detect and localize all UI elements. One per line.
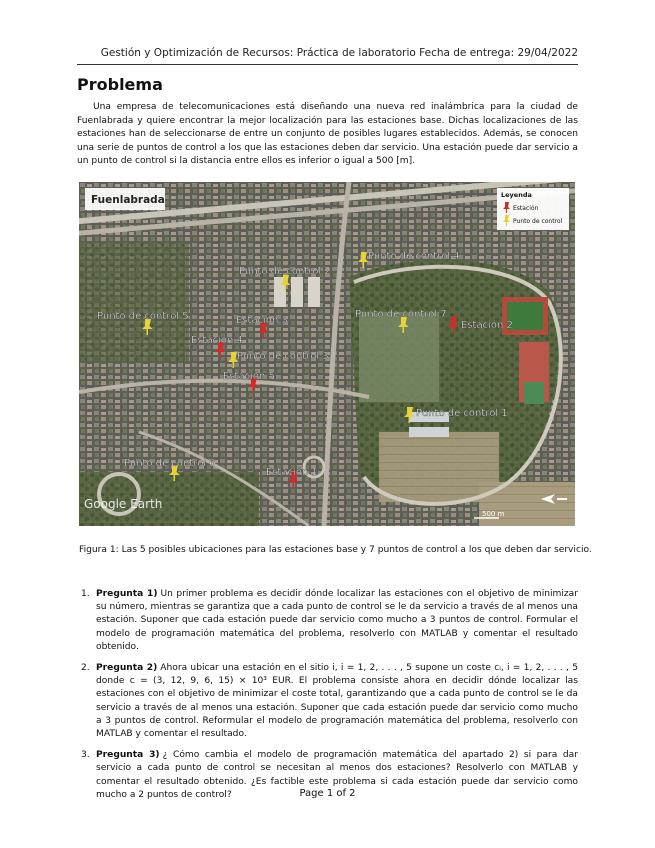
control-label: Punto de control 1 <box>416 408 508 419</box>
legend-control-label: Punto de control <box>513 218 563 225</box>
station-label: Estación 1 <box>266 467 318 478</box>
question-text: Un primer problema es decidir dónde localizar las estaciones con el objetivo de minimizar su número, mientras se garantiza que a cada punto de control se le da servicio a través de al menos una estación. Suponer que cada estación puede dar servicio como mucho a 3 puntos de control. Formular el modelo de programación matemática del problema, resolverlo con MATLAB y comentar el resultado obtenido. <box>96 589 578 652</box>
question-list <box>77 588 578 810</box>
legend-title: Leyenda <box>501 191 532 199</box>
question-lead: Pregunta 2) <box>96 663 158 674</box>
question-text: ¿ Cómo cambia el modelo de programación matemática del apartado 2) si para dar servicio a cada punto de control se necesitan al menos dos estaciones? Resolverlo con MATLAB y comentar el resultado obtenido. ¿Es factible este problema si cada estación puede dar servicio como mucho a 2 puntos de control? <box>96 750 578 800</box>
scale-label: 500 m <box>482 510 505 518</box>
legend-station-label: Estación <box>513 205 539 212</box>
section-title: Problema <box>77 75 163 94</box>
question-lead: Pregunta 3) <box>96 750 160 761</box>
header-rule <box>77 64 578 65</box>
control-label: Punto de control 5 <box>97 311 189 322</box>
station-label: Estación 4 <box>191 335 243 346</box>
page-number: Page 1 of 2 <box>299 788 356 799</box>
question-item <box>77 662 578 741</box>
control-label: Punto de control 6 <box>124 458 216 469</box>
question-item <box>77 588 578 654</box>
intro-paragraph: Una empresa de telecomunicaciones está diseñando una nueva red inalámbrica para la ciudad de Fuenlabrada y quiere encontrar la mejor localización para las estaciones base. Dichas localizaciones de las estaciones han de seleccionarse de entre un conjunto de posibles lugares establecidos. Además, se conocen una serie de puntos de control a los que las estaciones deben dar servicio. Una estación puede dar servicio a un punto de control si la distancia entre ellos es inferior o igual a 500 [m]. <box>77 102 578 167</box>
control-label: Punto de control 7 <box>355 309 447 320</box>
running-header: Gestión y Optimización de Recursos: Práctica de laboratorio Fecha de entrega: 29/04/2022 <box>100 47 578 59</box>
station-label: Estación 5 <box>223 371 275 382</box>
question-lead: Pregunta 1) <box>96 589 158 599</box>
satellite-map <box>79 182 575 526</box>
question-number: 3. <box>81 750 90 761</box>
question-text: Ahora ubicar una estación en el sitio i, i = 1, 2, . . . , 5 supone un coste cᵢ, i = 1, 2, . . . , 5 donde c = (3, 12, 9, 6, 15) × 10³ EUR. El problema consiste ahora en decidir dónde localizar las estaciones con el objetivo de minimizar el coste total, garantizando que a cada punto de control se le da servicio a través de al menos una estación. Suponer que cada estación puede dar servicio como mucho a 3 puntos de control. Reformular el modelo de programación matemática del problema, resolverlo con MATLAB y comentar el resultado. <box>96 663 578 740</box>
map-legend <box>497 188 569 230</box>
control-label: Punto de control 2 <box>239 266 331 277</box>
station-label: Estación 2 <box>461 320 513 331</box>
question-number: 1. <box>81 589 90 599</box>
google-earth-brand: Google Earth <box>84 497 163 511</box>
city-label: Fuenlabrada <box>91 194 165 206</box>
station-label: Estación 3 <box>236 315 288 326</box>
control-label: Punto de control 4 <box>368 251 460 262</box>
figure-caption: Figura 1: Las 5 posibles ubicaciones para las estaciones base y 7 puntos de control a los que deben dar servicio. <box>79 545 592 555</box>
question-number: 2. <box>81 663 90 674</box>
city-label-box <box>85 188 165 210</box>
control-label: Punto de control 3 <box>237 351 329 362</box>
